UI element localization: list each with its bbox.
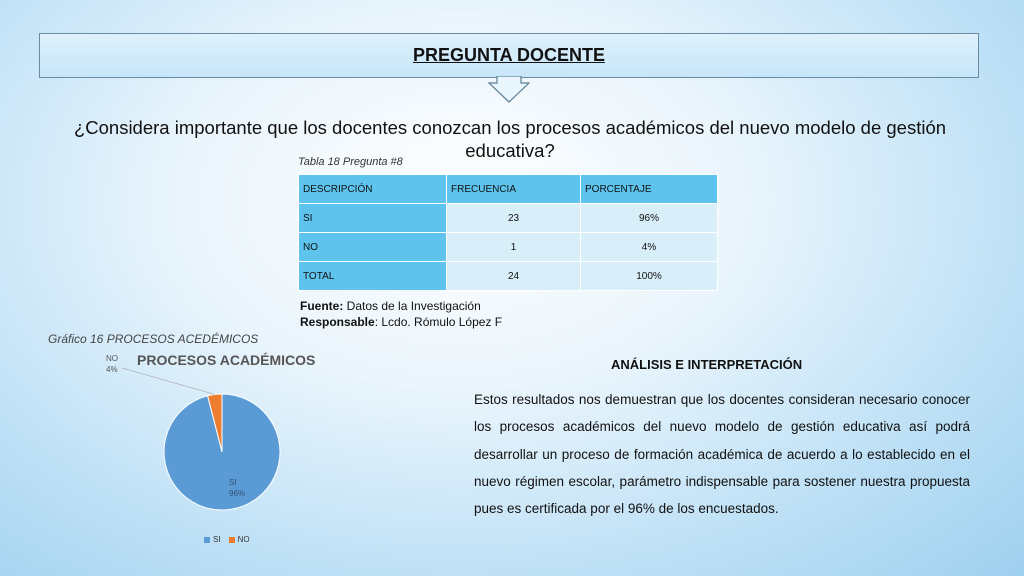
data-label-si-category: SI [229,478,237,487]
header-title: PREGUNTA DOCENTE [412,45,605,65]
legend-swatch-si [204,537,210,543]
pie-chart [90,345,300,530]
responsable-text: : Lcdo. Rómulo López F [374,315,503,329]
source-note [300,298,502,330]
table-cell-descripcion: NO [299,233,447,262]
results-table [298,174,718,291]
analysis-title: ANÁLISIS E INTERPRETACIÓN [611,357,803,372]
fuente-label: Fuente: [300,299,344,313]
legend-label-no: NO [237,535,250,544]
column-header-descripcion: DESCRIPCIÓN [299,175,447,204]
table-header-row [299,175,718,204]
chart-legend [204,535,250,544]
data-label-no-category: NO [106,354,118,363]
data-label-si-value: 96% [229,489,246,498]
column-header-frecuencia: FRECUENCIA [447,175,581,204]
responsable-label: Responsable [300,315,375,329]
chart-caption: Gráfico 16 PROCESOS ACEDÉMICOS [48,332,259,346]
legend-item-si [204,535,221,544]
legend-item-no [229,535,250,544]
table-cell-porcentaje: 100% [581,262,718,291]
pie-slice-si [164,394,280,510]
fuente-text: Datos de la Investigación [343,299,481,313]
header-box [39,33,979,78]
question-text: ¿Considera importante que los docentes conozcan los procesos académicos del nuevo modelo de gestión educativa? [73,117,947,161]
legend-swatch-no [229,537,235,543]
leader-line-no [122,368,215,394]
column-header-porcentaje: PORCENTAJE [581,175,718,204]
table-cell-frecuencia: 1 [447,233,581,262]
analysis-text: Estos resultados nos demuestran que los docentes consideran necesario conocer los procesos académicos del nuevo modelo de gestión educativa así podrá desarrollar un proceso de formación académica de acuerdo a lo establecido en el nuevo régimen escolar, parámetro indispensable para sostener nuestra propuesta pues es certificada por el 96% de los encuestados. [474,392,970,517]
table-cell-porcentaje: 96% [581,204,718,233]
table-cell-porcentaje: 4% [581,233,718,262]
table-cell-frecuencia: 23 [447,204,581,233]
table-caption: Tabla 18 Pregunta #8 [298,156,403,168]
table-cell-frecuencia: 24 [447,262,581,291]
table-row [299,262,718,291]
down-arrow-icon [488,76,530,104]
table-row [299,233,718,262]
data-label-no-value: 4% [106,365,118,374]
table-cell-descripcion: TOTAL [299,262,447,291]
chart-title: PROCESOS ACADÉMICOS [137,352,316,368]
table-cell-descripcion: SI [299,204,447,233]
table-row [299,204,718,233]
legend-label-si: SI [213,535,221,544]
